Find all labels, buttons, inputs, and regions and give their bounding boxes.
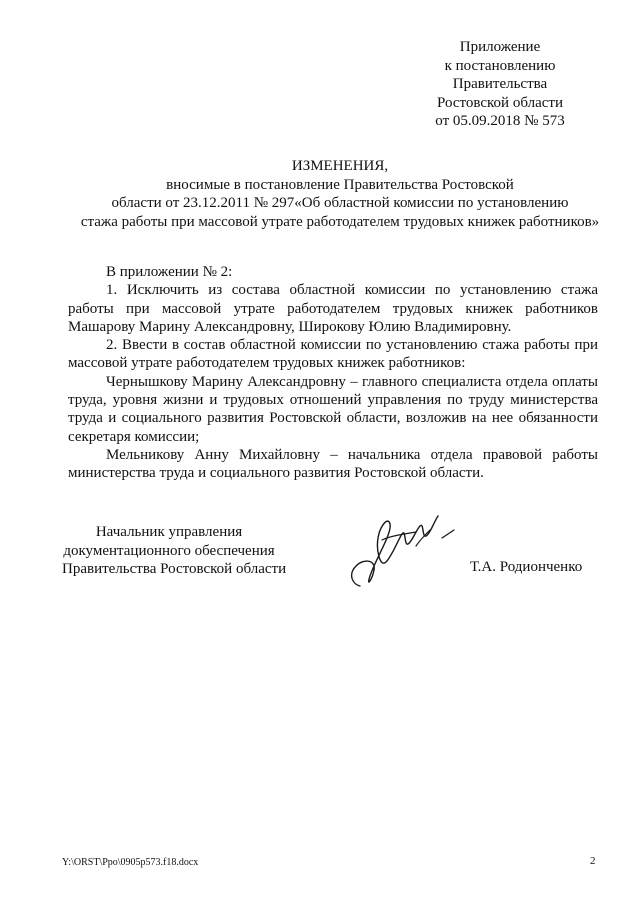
signatory-name: Т.А. Родионченко (470, 559, 583, 575)
appendix-line-1: Приложение (459, 39, 541, 55)
position-line-3: Правительства Ростовской области (62, 561, 287, 577)
paragraph-item-1: 1. Исключить из состава областной комиссии по установлению стажа работы при массовой утрате работодателем трудовых книжек работников Машарову Марину Александровну, Широкову Юлию Владимировну. (68, 282, 598, 335)
paragraph-member-1: Чернышкову Марину Александровну – главного специалиста отдела оплаты труда, уровня жизни и трудовых отношений управления по труду министерства труда и социального развития Ростовской области, возложив на нее обязанности секретаря комиссии; (68, 373, 598, 445)
appendix-line-5: от 05.09.2018 № 573 (435, 113, 565, 129)
signatory-position (62, 523, 287, 579)
appendix-header (410, 38, 590, 131)
footer-file-path: Y:\ORST\Ppo\0905p573.f18.docx (62, 857, 199, 868)
title-line-3: стажа работы при массовой утрате работодателем трудовых книжек работников» (80, 213, 600, 230)
paragraph-item-2: 2. Ввести в состав областной комиссии по установлению стажа работы при массовой утрате работодателем трудовых книжек работников: (68, 337, 598, 372)
paragraph-member-2: Мельникову Анну Михайловну – начальника отдела правовой работы министерства труда и социального развития Ростовской области. (68, 446, 598, 482)
document-title (60, 157, 620, 231)
title-line-2: области от 23.12.2011 № 297«Об областной комиссии по установлению (111, 195, 569, 211)
position-line-2: документационного обеспечения (63, 542, 275, 559)
handwritten-signature (330, 500, 460, 600)
position-line-1: Начальник управления (95, 524, 243, 540)
appendix-line-4: Ростовской области (437, 94, 563, 111)
appendix-line-3: Правительства (452, 76, 548, 92)
appendix-line-2: к постановлению (444, 57, 556, 74)
title-heading: ИЗМЕНЕНИЯ, (291, 158, 389, 174)
footer-page-number: 2 (590, 855, 596, 867)
title-line-1: вносимые в постановление Правительства Ростовской (166, 176, 514, 193)
document-body (68, 263, 598, 483)
paragraph-intro: В приложении № 2: (106, 264, 233, 280)
